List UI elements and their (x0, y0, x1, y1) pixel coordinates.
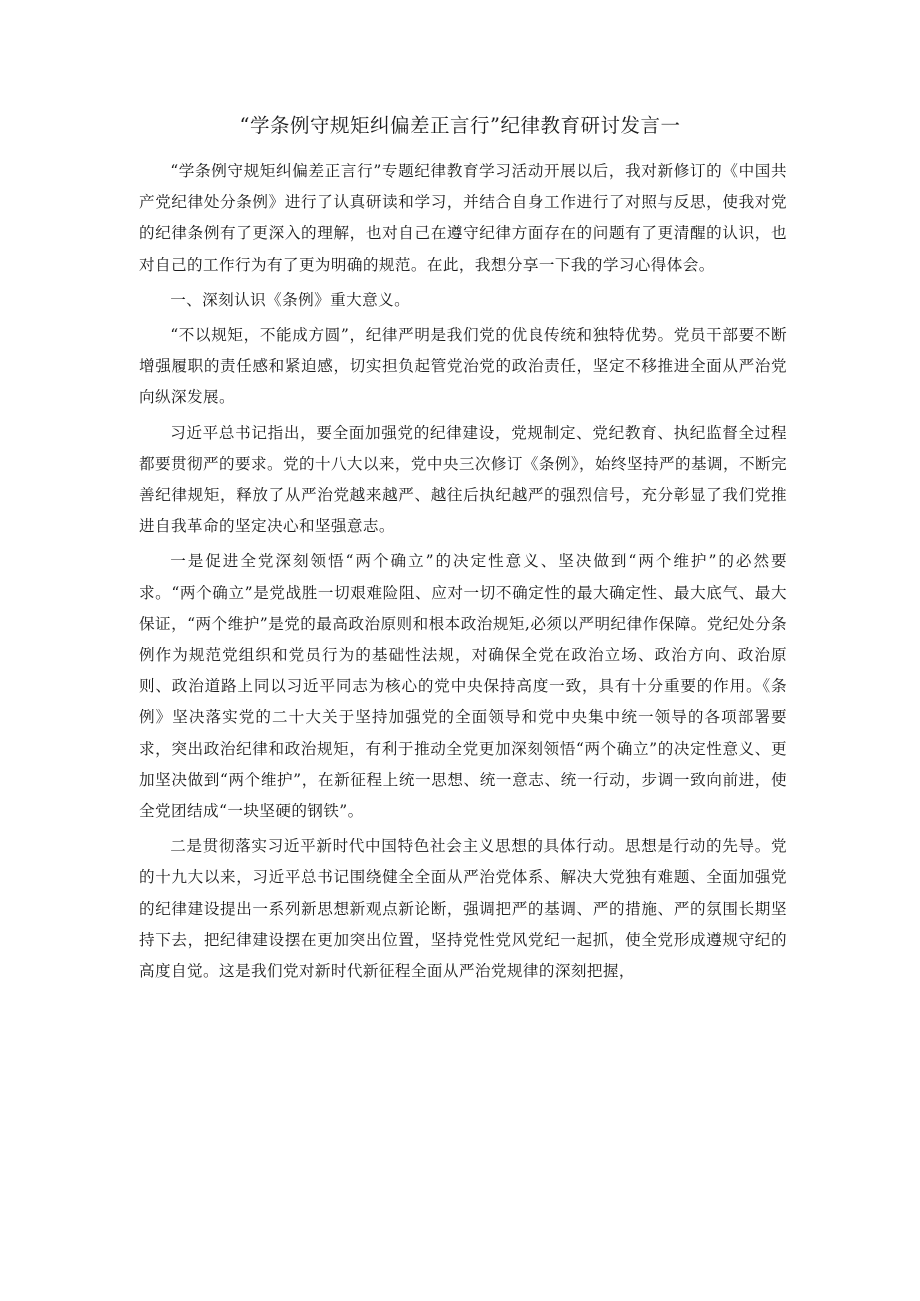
document-title: “学条例守规矩纠偏差正言行”纪律教育研讨发言一 (239, 114, 681, 137)
paragraph: 习近平总书记指出，要全面加强党的纪律建设，党规制定、党纪教育、执纪监督全过程都要贯彻严的要求。党的十八大以来，党中央三次修订《条例》，始终坚持严的基调，不断完善纪律规矩，释放了从严治党越来越严、越往后执纪越严的强烈信号，充分彰显了我们党推进自我革命的坚定决心和坚强意志。 (139, 423, 787, 536)
paragraph: 一是促进全党深刻领悟“两个确立”的决定性意义、坚决做到“两个维护”的必然要求。“两个确立”是党战胜一切艰难险阻、应对一切不确定性的最大确定性、最大底气、最大保证，“两个维护”是党的最高政治原则和根本政治规矩,必须以严明纪律作保障。党纪处分条例作为规范党组织和党员行为的基础性法规，对确保全党在政治立场、政治方向、政治原则、政治道路上同以习近平同志为核心的党中央保持高度一致，具有十分重要的作用。《条例》坚决落实党的二十大关于坚持加强党的全面领导和党中央集中统一领导的各项部署要求，突出政治纪律和政治规矩，有利于推动全党更加深刻领悟“两个确立”的决定性意义、更加坚决做到“两个维护”，在新征程上统一思想、统一意志、统一行动，步调一致向前进，使全党团结成“一块坚硬的钢铁”。 (139, 552, 787, 821)
paragraph: 二是贯彻落实习近平新时代中国特色社会主义思想的具体行动。思想是行动的先导。党的十九大以来，习近平总书记围绕健全全面从严治党体系、解决大党独有难题、全面加强党的纪律建设提出一系列新思想新观点新论断，强调把严的基调、严的措施、严的氛围长期坚持下去，把纪律建设摆在更加突出位置，坚持党性党风党纪一起抓，使全党形成遵规守纪的高度自觉。这是我们党对新时代新征程全面从严治党规律的深刻把握， (139, 837, 787, 981)
paragraph-intro: “学条例守规矩纠偏差正言行”专题纪律教育学习活动开展以后，我对新修订的《中国共产党纪律处分条例》进行了认真研读和学习，并结合自身工作进行了对照与反思，使我对党的纪律条例有了更深入的理解，也对自己在遵守纪律方面存在的问题有了更清醒的认识，也对自己的工作行为有了更为明确的规范。在此，我想分享一下我的学习心得体会。 (139, 162, 787, 274)
paragraph: “不以规矩，不能成方圆”，纪律严明是我们党的优良传统和独特优势。党员干部要不断增强履职的责任感和紧迫感，切实担负起管党治党的政治责任，坚定不移推进全面从严治党向纵深发展。 (139, 326, 787, 407)
document-body (139, 156, 787, 987)
section-heading-1: 一、深刻认识《条例》重大意义。 (170, 290, 411, 309)
